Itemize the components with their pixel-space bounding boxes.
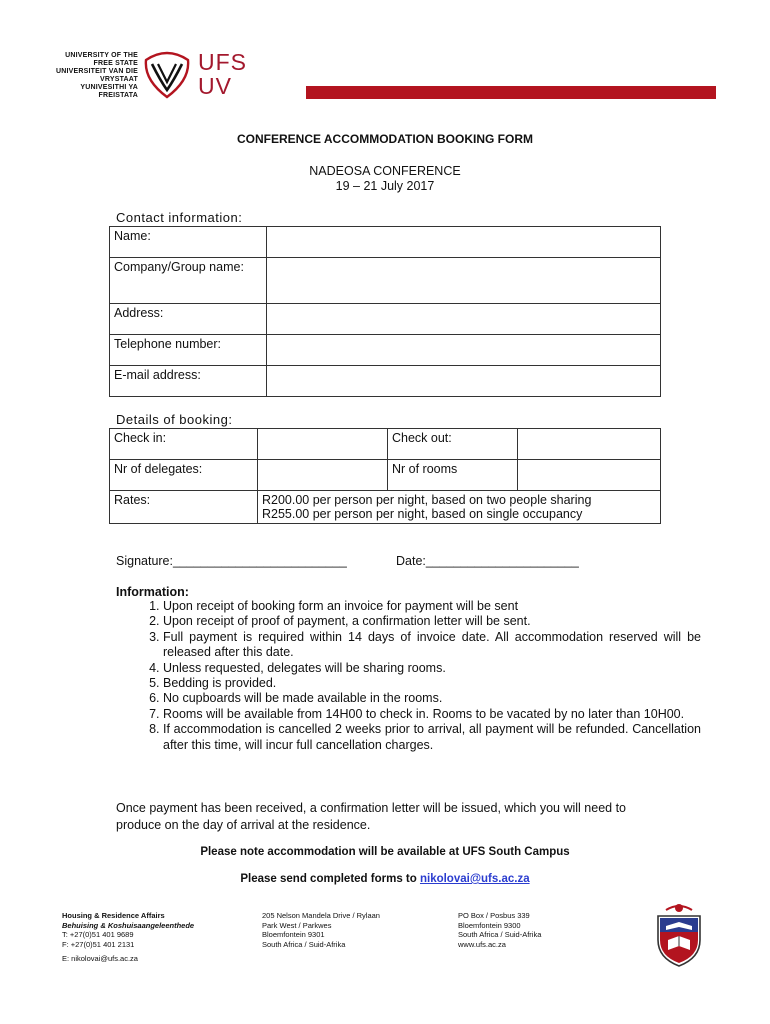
email-link[interactable]: nikolovai@ufs.ac.za <box>419 873 530 885</box>
rates-label: Rates: <box>110 491 258 524</box>
list-item: 3. Full payment is required within 14 days of invoice date. All accommodation reserved will be released after this date. <box>163 630 701 661</box>
telephone-label: Telephone number: <box>110 335 267 366</box>
footer-dept: Housing & Residence Affairs <box>62 911 165 920</box>
company-input-cell[interactable] <box>267 258 661 304</box>
contact-heading: Contact information: <box>116 210 243 225</box>
form-title: CONFERENCE ACCOMMODATION BOOKING FORM <box>237 132 533 146</box>
check-out-label: Check out: <box>388 429 518 460</box>
university-line: FREISTATA <box>98 92 138 99</box>
list-item: 8. If accommodation is cancelled 2 weeks prior to arrival, all payment will be refunded. Cancellation after this time, will incur full cancellation charges. <box>163 722 701 753</box>
footer-website: www.ufs.ac.za <box>458 939 506 949</box>
booking-heading: Details of booking: <box>116 412 233 427</box>
email-input-cell[interactable] <box>267 366 661 397</box>
logo-text-bottom: UV <box>198 73 232 99</box>
email-label: E-mail address: <box>110 366 267 397</box>
information-heading: Information: <box>116 585 189 599</box>
list-item: 4. Unless requested, delegates will be sharing rooms. <box>163 661 701 676</box>
footer-street-address <box>262 911 442 949</box>
event-dates: 19 – 21 July 2017 <box>335 179 435 193</box>
footer-fax: F: +27(0)51 401 2131 <box>62 939 135 949</box>
check-in-label: Check in: <box>110 429 258 460</box>
footer-street-1: 205 Nelson Mandela Drive / Rylaan <box>262 911 380 920</box>
footer-street-3: Bloemfontein 9301 <box>262 930 325 940</box>
list-item: 6. No cupboards will be made available in the rooms. <box>163 691 701 706</box>
signature-line[interactable]: Signature:_________________________ <box>116 554 347 568</box>
footer-dept-af: Behuising & Koshuisaangeleenthede <box>62 920 195 930</box>
rooms-label: Nr of rooms <box>388 460 518 491</box>
list-item: 2. Upon receipt of proof of payment, a confirmation letter will be sent. <box>163 614 701 629</box>
name-input-cell[interactable] <box>267 227 661 258</box>
university-name <box>40 52 138 100</box>
university-line: UNIVERSITY OF THE <box>65 52 138 59</box>
list-item: 5. Bedding is provided. <box>163 676 701 691</box>
rate-single: R255.00 per person per night, based on single occupancy <box>262 507 583 521</box>
information-list <box>116 599 701 753</box>
address-input-cell[interactable] <box>267 304 661 335</box>
footer-street-2: Park West / Parkwes <box>262 920 332 930</box>
header-accent-bar <box>306 86 716 99</box>
footer-po-3: South Africa / Suid-Afrika <box>458 930 542 940</box>
send-note-text: Please send completed forms to <box>240 873 417 885</box>
closing-paragraph: Once payment has been received, a confirmation letter will be issued, which you will need to produce on the day of arrival at the residence. <box>116 801 626 832</box>
footer-email: E: nikolovai@ufs.ac.za <box>62 954 138 964</box>
check-in-input-cell[interactable] <box>258 429 388 460</box>
check-out-input-cell[interactable] <box>518 429 661 460</box>
telephone-input-cell[interactable] <box>267 335 661 366</box>
footer-tel: T: +27(0)51 401 9689 <box>62 930 134 940</box>
university-line: VRYSTAAT <box>99 76 138 83</box>
footer-postal-address <box>458 911 608 949</box>
date-line[interactable]: Date:______________________ <box>396 554 579 568</box>
delegates-input-cell[interactable] <box>258 460 388 491</box>
university-line: UNIVERSITEIT VAN DIE <box>55 68 138 75</box>
ufs-logo-text <box>198 50 247 98</box>
event-name: NADEOSA CONFERENCE <box>309 164 461 178</box>
campus-note: Please note accommodation will be available at UFS South Campus <box>200 846 570 858</box>
rooms-input-cell[interactable] <box>518 460 661 491</box>
footer-po-2: Bloemfontein 9300 <box>458 920 521 930</box>
logo-text-top: UFS <box>198 49 247 75</box>
name-label: Name: <box>110 227 267 258</box>
university-line: FREE STATE <box>93 60 138 67</box>
footer-po-1: PO Box / Posbus 339 <box>458 911 530 920</box>
send-note <box>0 873 770 885</box>
ufs-logo-icon <box>142 50 192 100</box>
contact-table <box>109 226 661 397</box>
university-line: YUNIVESITHI YA <box>80 84 138 91</box>
footer-street-4: South Africa / Suid-Afrika <box>262 939 346 949</box>
company-label: Company/Group name: <box>110 258 267 304</box>
delegates-label: Nr of delegates: <box>110 460 258 491</box>
university-crest-icon <box>654 900 704 968</box>
address-label: Address: <box>110 304 267 335</box>
list-item: 1. Upon receipt of booking form an invoice for payment will be sent <box>163 599 701 614</box>
list-item: 7. Rooms will be available from 14H00 to check in. Rooms to be vacated by no later than 10H00. <box>163 707 701 722</box>
rates-value <box>258 491 661 524</box>
rate-sharing: R200.00 per person per night, based on two people sharing <box>262 493 592 507</box>
booking-table <box>109 428 661 524</box>
footer-department <box>62 911 252 964</box>
